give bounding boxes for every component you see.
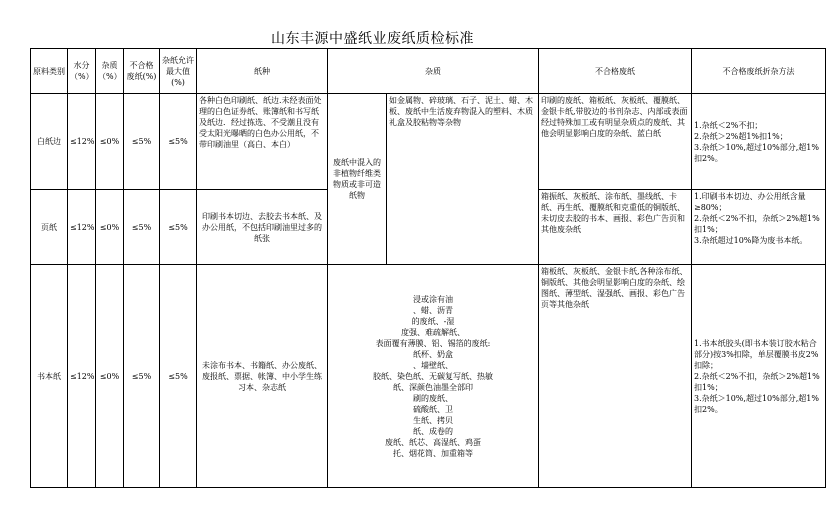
deduction-line: 3.杂纸＞10%,超过10%部分,超1%扣2%。: [694, 393, 819, 414]
header-impurity-max: 杂纸允许最大值(%): [160, 49, 197, 94]
header-impurity: 杂质（%）: [96, 49, 124, 94]
header-moisture: 水分（%）: [68, 49, 96, 94]
row-impurity-max: ≤5%: [160, 190, 197, 265]
row-deduction: [692, 265, 826, 488]
impurity-list: [328, 265, 539, 488]
row-impurity-max: ≤5%: [160, 265, 197, 488]
header-row: [31, 49, 826, 94]
row-impurity: ≤0%: [96, 94, 124, 190]
row-deduction: [692, 94, 826, 190]
row-unqualified-paper: 箱振纸、灰板纸、涂布纸、墨线纸、卡纸、再生纸、覆膜纸和克重低的铜版纸、未切皮去胶的书本、画报、彩色广告页和其他废杂纸: [539, 190, 692, 265]
row-category: 页纸: [31, 190, 68, 265]
header-paper-type: 纸种: [197, 49, 328, 94]
impurity-line: 度强、难疏解纸、: [401, 327, 465, 337]
row-paper-type: 各种白色印刷纸、纸边.未经表面处理的白色证券纸、账簿纸和书写纸及纸边．经过拣选、不受潮且没有受太阳光曝晒的白色办公用纸，不带印刷油里（高白、本白）: [197, 94, 328, 190]
impurity-line: 、墙壁纸、: [413, 360, 453, 370]
quality-standard-table: [30, 48, 826, 488]
impurity-line: 生纸、拷贝: [413, 415, 453, 425]
row-moisture: ≤12%: [68, 94, 96, 190]
deduction-line: 1.杂纸＜2%不扣；: [694, 120, 763, 130]
row-category: 白纸边: [31, 94, 68, 190]
deduction-line: 2.杂纸＜2%不扣，杂纸＞2%超1%扣1%；: [694, 214, 820, 234]
deduction-line: 3.杂纸＞10%,超过10%部分,超1%扣2%。: [694, 142, 819, 163]
impurity-line: 托、烟花筒、加重箱等: [393, 448, 473, 458]
impurity-line: 的废纸、-湿: [411, 316, 455, 326]
row-unqualified: ≤5%: [124, 190, 160, 265]
row-moisture: ≤12%: [68, 265, 96, 488]
header-category: 原料类别: [31, 49, 68, 94]
header-unqualified: 不合格废纸(%): [124, 49, 160, 94]
header-unqualified-paper: 不合格废纸: [539, 49, 692, 94]
row-paper-type: 印刷书本切边、去胶去书本纸、及办公用纸，不包括印刷油里过多的纸张: [197, 190, 328, 265]
impurity-line: 胶纸、染色纸、无碳复写纸、热敏: [373, 371, 493, 381]
impurity-line: 浸或涂有油: [413, 294, 453, 304]
impurity-line: 刷的废纸、: [413, 393, 453, 403]
page-title: 山东丰源中盛纸业废纸质检标准: [271, 31, 474, 47]
row-impurity: ≤0%: [96, 265, 124, 488]
impurity-definition: 废纸中混入的非植物纤维类物质或非可造纸物: [328, 94, 387, 265]
header-deduction: 不合格废纸折杂方法: [692, 49, 826, 94]
deduction-line: 2.杂纸＜2%不扣，杂纸＞2%超1%扣1%；: [694, 371, 820, 392]
deduction-line: 1.印刷书本切边、办公用纸含量≥80%；: [694, 192, 806, 212]
impurity-line: 表面覆有薄膜、铝、锡箔的废纸:: [375, 338, 491, 348]
table-row: [31, 265, 826, 488]
row-unqualified: ≤5%: [124, 94, 160, 190]
header-impurities: 杂质: [328, 49, 539, 94]
impurity-examples: 如金属物、碎玻璃、石子、泥土、蜡、木板、废纸中生活废弃物混入的塑料、木质礼盒及胶粘物等杂物: [387, 94, 539, 265]
deduction-line: 1.书本纸胶头(即书本装订胶水粘合部分)按3%扣除，单层覆膜书皮2%扣除；: [694, 338, 819, 370]
deduction-line: 2.杂纸＞2%超1%扣1%；: [694, 131, 788, 141]
row-impurity: ≤0%: [96, 190, 124, 265]
impurity-line: 纸、深颜色油墨全部印: [393, 382, 473, 392]
impurity-line: 废纸、纸芯、高湿纸、鸡蛋: [385, 437, 481, 447]
impurity-line: 、蜡、沥青: [413, 305, 453, 315]
impurity-line: 纸杯、奶盒: [413, 349, 453, 359]
row-unqualified-paper: 印刷的废纸、箱板纸、灰板纸、覆膜纸、金银卡纸,带胶边的书刊杂志、内部或表面经过特殊加工或有明显杂质点的废纸、其他会明显影响白度的杂纸、蓝白纸: [539, 94, 692, 190]
table-row: [31, 94, 826, 190]
deduction-line: 3.杂纸超过10%降为废书本纸。: [694, 236, 808, 245]
row-impurity-max: ≤5%: [160, 94, 197, 190]
row-deduction: [692, 190, 826, 265]
row-unqualified: ≤5%: [124, 265, 160, 488]
row-paper-type: 未涂布书本、书籍纸、办公废纸、废报纸、票据、帐簿、中小学生练习本、杂志纸: [197, 265, 328, 488]
row-moisture: ≤12%: [68, 190, 96, 265]
row-unqualified-paper: 箱板纸、灰板纸、金银卡纸,各种涂布纸、铜版纸、其他会明显影响白度的杂纸、绘图纸、薄型纸、湿强纸、画报、彩色广告页等其他杂纸: [539, 265, 692, 488]
impurity-line: 硫酸纸、卫: [413, 404, 453, 414]
impurity-line: 纸、成卷的: [413, 426, 453, 436]
row-category: 书本纸: [31, 265, 68, 488]
